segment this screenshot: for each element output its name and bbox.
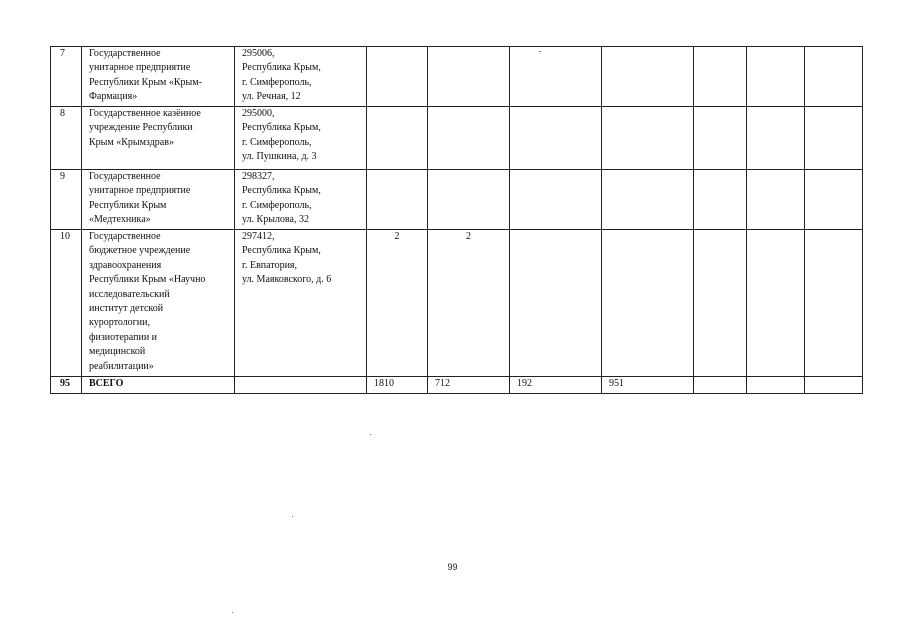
organization-address: 297412, Республика Крым, г. Евпатория, ул. Маяковского, д. 6: [235, 230, 367, 377]
total-value: [747, 377, 805, 394]
value-cell: [367, 170, 428, 230]
value-cell: [428, 47, 510, 107]
value-cell: [510, 230, 602, 377]
scan-speck: [232, 612, 233, 613]
value-cell: [805, 107, 863, 170]
total-value: [805, 377, 863, 394]
organization-name: Государственное казённое учреждение Республики Крым «Крымздрав»: [82, 107, 235, 170]
total-value: 951: [602, 377, 694, 394]
value-cell: [367, 107, 428, 170]
organization-address: 298327, Республика Крым, г. Симферополь, ул. Крылова, 32: [235, 170, 367, 230]
value-cell: [602, 107, 694, 170]
organization-name: Государственное унитарное предприятие Республики Крым «Крым- Фармация»: [82, 47, 235, 107]
scan-speck: [292, 516, 293, 517]
table-row: [51, 230, 863, 377]
value-cell: [747, 47, 805, 107]
row-number: 9: [51, 170, 82, 230]
row-number: 7: [51, 47, 82, 107]
organization-address: 295006, Республика Крым, г. Симферополь, ул. Речная, 12: [235, 47, 367, 107]
total-value: 192: [510, 377, 602, 394]
row-number: 8: [51, 107, 82, 170]
value-cell: [428, 107, 510, 170]
value-cell: [602, 230, 694, 377]
value-cell: [510, 170, 602, 230]
value-cell: [367, 47, 428, 107]
value-cell: 2: [367, 230, 428, 377]
total-value: 712: [428, 377, 510, 394]
total-value: [694, 377, 747, 394]
table-row: [51, 47, 863, 107]
value-cell: [747, 170, 805, 230]
value-cell: [747, 107, 805, 170]
value-cell: [602, 170, 694, 230]
value-cell: 2: [428, 230, 510, 377]
total-row: [51, 377, 863, 394]
total-number: 95: [51, 377, 82, 394]
scan-speck: [539, 51, 541, 52]
value-cell: [602, 47, 694, 107]
value-cell: [805, 47, 863, 107]
organization-name: Государственное унитарное предприятие Республики Крым «Медтехника»: [82, 170, 235, 230]
value-cell: [694, 230, 747, 377]
value-cell: [694, 47, 747, 107]
value-cell: [510, 107, 602, 170]
table-row: [51, 170, 863, 230]
row-number: 10: [51, 230, 82, 377]
value-cell: [694, 107, 747, 170]
total-address: [235, 377, 367, 394]
organization-name: Государственное бюджетное учреждение здравоохранения Республики Крым «Научно исследовательский институт детской курортологии, физиотерапии и медицинской реабилитации»: [82, 230, 235, 377]
scan-speck: [370, 434, 371, 435]
value-cell: [747, 230, 805, 377]
table-row: [51, 107, 863, 170]
total-value: 1810: [367, 377, 428, 394]
value-cell: [805, 230, 863, 377]
organizations-table: [50, 46, 863, 394]
value-cell: [428, 170, 510, 230]
organization-address: 295000, Республика Крым, г. Симферополь, ул. Пушкина, д. 3: [235, 107, 367, 170]
value-cell: [510, 47, 602, 107]
total-label: ВСЕГО: [82, 377, 235, 394]
page-number: 99: [447, 562, 458, 572]
value-cell: [805, 170, 863, 230]
value-cell: [694, 170, 747, 230]
